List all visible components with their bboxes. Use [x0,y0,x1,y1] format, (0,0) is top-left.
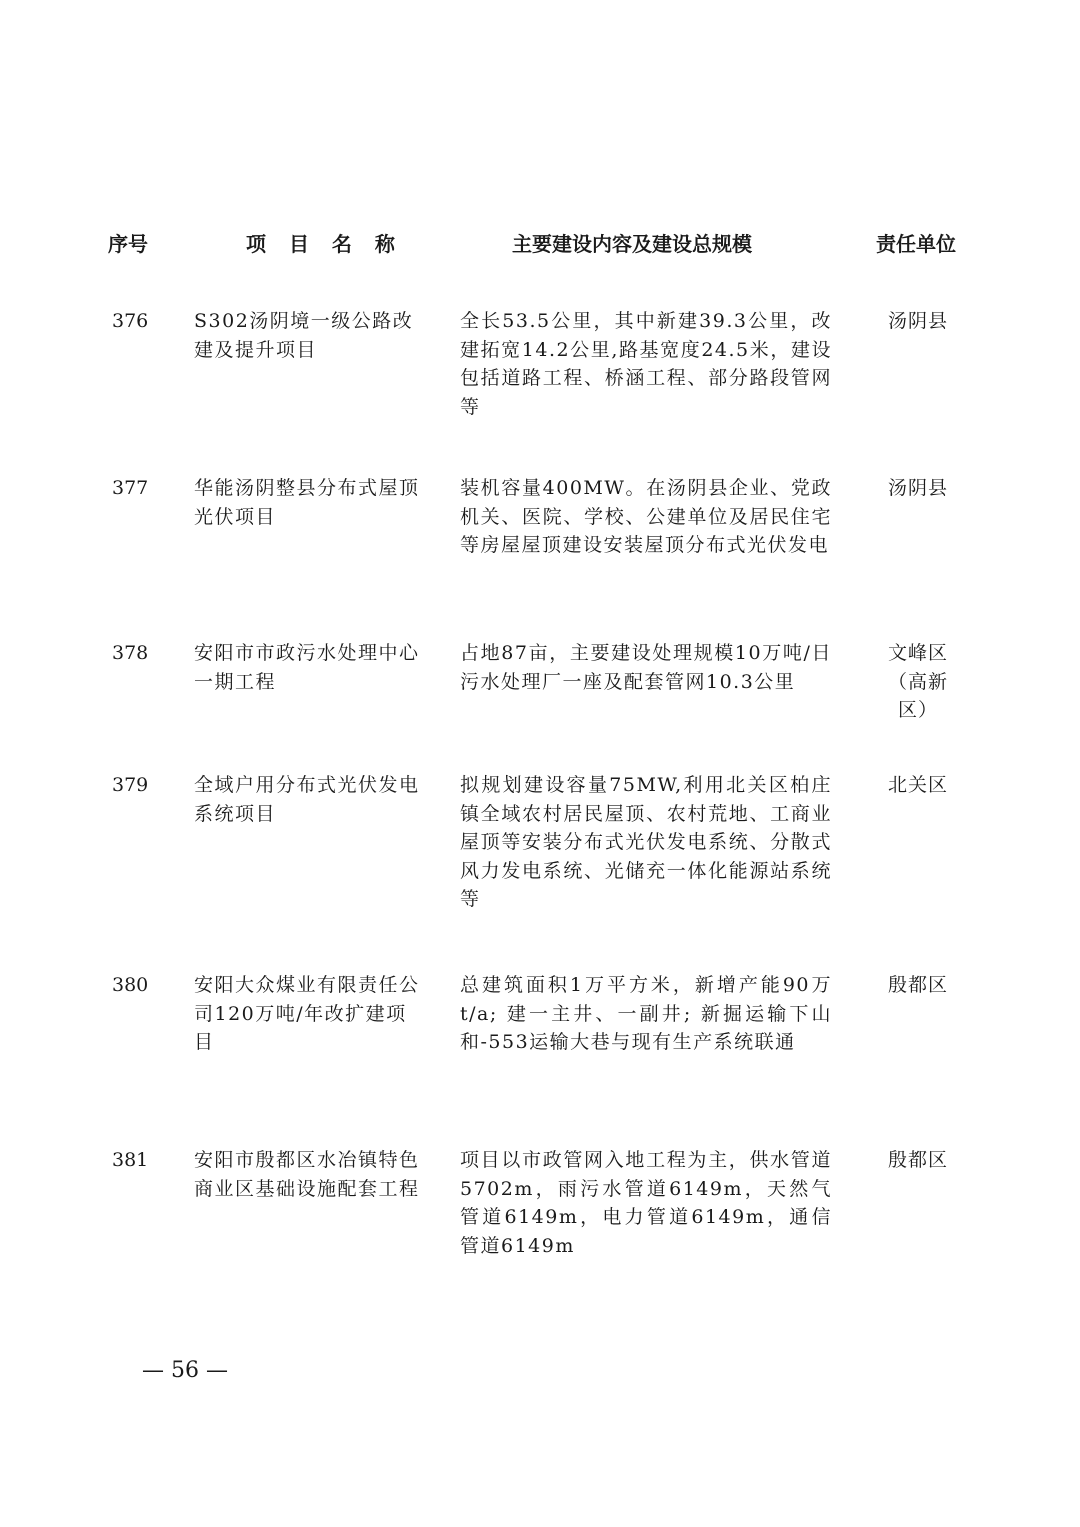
row-responsible-unit: 汤阴县 [887,310,948,332]
row-content: 总建筑面积1万平方米，新增产能90万t/a; 建一主井、一副井; 新掘运输下山和-553运输大巷与现有生产系统联通 [460,974,832,1053]
header-seq: 序号 [108,232,148,256]
row-project-name: S302汤阴境一级公路改建及提升项目 [194,310,414,361]
row-seq: 379 [112,774,149,796]
row-project-name: 全域户用分布式光伏发电系统项目 [194,774,420,825]
row-seq: 378 [112,642,149,664]
row-content: 拟规划建设容量75MW,利用北关区柏庄镇全域农村居民屋顶、农村荒地、工商业屋顶等安装分布式光伏发电系统、分散式风力发电系统、光储充一体化能源站系统等 [460,774,832,910]
row-content: 装机容量400MW。在汤阴县企业、党政机关、医院、学校、公建单位及居民住宅等房屋屋顶建设安装屋顶分布式光伏发电 [460,477,832,556]
row-seq: 380 [112,974,149,996]
header-content: 主要建设内容及建设总规模 [512,232,752,256]
row-seq: 381 [112,1149,149,1171]
row-content: 项目以市政管网入地工程为主，供水管道5702m，雨污水管道6149m，天然气管道6149m，电力管道6149m，通信管道6149m [460,1149,832,1257]
row-responsible-unit: 汤阴县 [887,477,948,499]
table-header [0,228,1080,262]
page-number: — 56 — [142,1358,228,1383]
header-responsible-unit: 责任单位 [876,232,956,256]
row-project-name: 华能汤阴整县分布式屋顶光伏项目 [194,477,420,528]
header-project-name: 项 目 名 称 [246,232,403,256]
row-seq: 377 [112,477,149,499]
row-project-name: 安阳大众煤业有限责任公司120万吨/年改扩建项目 [194,974,420,1053]
row-content: 占地87亩，主要建设处理规模10万吨/日污水处理厂一座及配套管网10.3公里 [460,642,832,693]
row-responsible-unit: 北关区 [887,774,948,796]
row-project-name: 安阳市市政污水处理中心一期工程 [194,642,420,693]
row-responsible-unit: 殷都区 [887,974,948,996]
row-seq: 376 [112,310,149,332]
row-project-name: 安阳市殷都区水冶镇特色商业区基础设施配套工程 [194,1149,420,1200]
row-responsible-unit: 文峰区（高新区） [888,642,949,721]
row-content: 全长53.5公里，其中新建39.3公里，改建拓宽14.2公里,路基宽度24.5米，建设包括道路工程、桥涵工程、部分路段管网等 [460,310,832,418]
row-responsible-unit: 殷都区 [887,1149,948,1171]
